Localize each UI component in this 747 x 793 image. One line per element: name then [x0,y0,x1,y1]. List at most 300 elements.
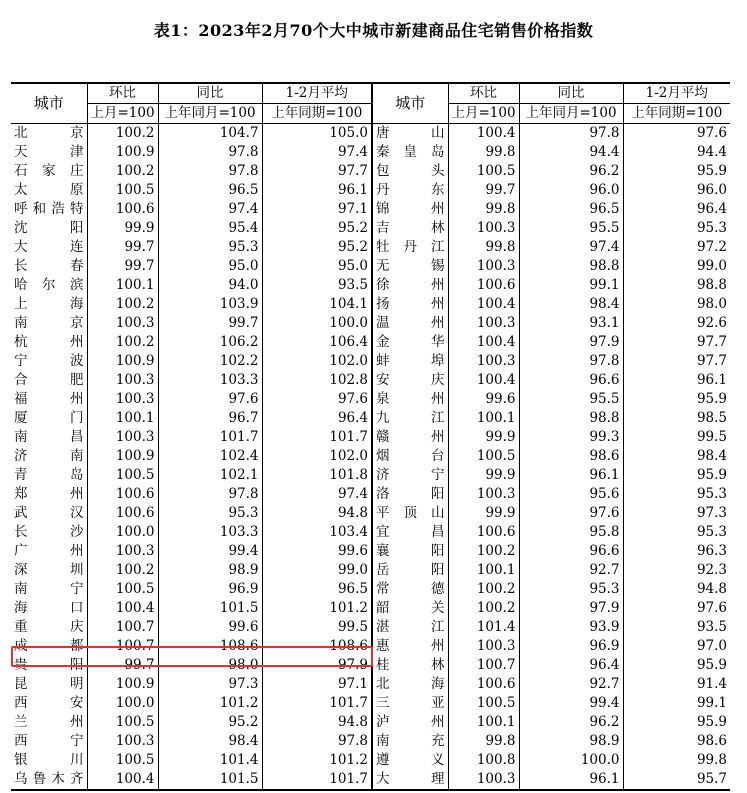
avg-base-header: 上年同期=100 [623,104,730,124]
yoy-value: 99.6 [158,618,262,637]
yoy-value: 101.4 [158,751,262,770]
city-name: 青 岛 [14,467,84,483]
avg-value: 97.0 [623,637,730,656]
avg-value: 101.7 [262,694,372,713]
yoy-value: 95.8 [519,523,623,542]
city-name: 三 亚 [372,694,448,713]
city-name: 沈 阳 [14,220,84,236]
avg-value: 94.8 [623,580,730,599]
yoy-value: 98.0 [158,656,262,675]
city-name: 大 连 [14,239,84,255]
mom-value: 99.9 [87,219,158,238]
mom-value: 100.0 [87,523,158,542]
city-name: 福 州 [14,391,84,407]
city-header: 城市 [11,83,87,124]
city-name: 济 宁 [372,466,448,485]
city-name: 昆 明 [14,676,84,692]
city-name: 安 庆 [372,371,448,390]
table-row [11,428,730,447]
mom-value: 100.9 [87,143,158,162]
mom-value: 99.9 [448,428,519,447]
yoy-value: 97.8 [158,485,262,504]
yoy-value: 95.2 [158,713,262,732]
yoy-value: 94.0 [158,276,262,295]
mom-value: 100.4 [87,770,158,790]
city-name: 南 昌 [14,429,84,445]
yoy-value: 96.9 [519,637,623,656]
yoy-value: 99.4 [519,694,623,713]
city-name: 郑 州 [14,486,84,502]
city-name: 赣 州 [372,428,448,447]
city-name: 九 江 [372,409,448,428]
yoy-value: 100.0 [519,751,623,770]
avg-base-header: 上年同期=100 [262,104,372,124]
avg-header: 1-2月平均 [262,83,372,104]
table-row [11,656,730,675]
yoy-value: 101.5 [158,599,262,618]
avg-value: 95.9 [623,390,730,409]
city-name: 烟 台 [372,447,448,466]
avg-value: 96.5 [262,580,372,599]
mom-value: 100.1 [448,561,519,580]
city-name: 泉 州 [372,390,448,409]
yoy-value: 96.6 [519,542,623,561]
mom-value: 100.6 [448,276,519,295]
city-name: 平顶山 [372,504,448,523]
table-row [11,770,730,790]
yoy-value: 108.6 [158,637,262,656]
table-row [11,751,730,770]
avg-value: 108.6 [262,637,372,656]
avg-value: 97.1 [262,200,372,219]
yoy-value: 101.2 [158,694,262,713]
table-row [11,542,730,561]
avg-value: 97.3 [623,504,730,523]
table-row [11,219,730,238]
yoy-value: 101.7 [158,428,262,447]
mom-value: 100.5 [87,751,158,770]
avg-value: 96.0 [623,181,730,200]
table-row [11,181,730,200]
avg-value: 102.0 [262,352,372,371]
table-row [11,352,730,371]
mom-value: 99.7 [87,238,158,257]
mom-value: 100.9 [87,447,158,466]
yoy-value: 95.3 [158,504,262,523]
city-name: 扬 州 [372,295,448,314]
yoy-value: 95.5 [519,390,623,409]
city-name: 合 肥 [14,372,84,388]
avg-value: 101.2 [262,599,372,618]
mom-value: 100.1 [448,409,519,428]
mom-value: 100.1 [87,276,158,295]
avg-value: 99.6 [262,542,372,561]
mom-value: 100.6 [448,675,519,694]
avg-value: 95.9 [623,162,730,181]
yoy-value: 102.4 [158,447,262,466]
yoy-value: 98.6 [519,447,623,466]
avg-value: 98.6 [623,732,730,751]
yoy-value: 103.3 [158,371,262,390]
table-row [11,200,730,219]
city-name: 无 锡 [372,257,448,276]
yoy-value: 98.9 [158,561,262,580]
yoy-value: 96.1 [519,466,623,485]
city-name: 成 都 [14,638,84,654]
city-name: 宁 波 [14,353,84,369]
yoy-value: 106.2 [158,333,262,352]
avg-value: 99.0 [262,561,372,580]
yoy-value: 95.0 [158,257,262,276]
mom-value: 100.9 [87,352,158,371]
avg-value: 103.4 [262,523,372,542]
city-name: 哈尔滨 [14,277,84,293]
avg-value: 95.9 [623,466,730,485]
yoy-value: 97.8 [519,124,623,144]
table-row [11,713,730,732]
avg-value: 100.0 [262,314,372,333]
city-name: 惠 州 [372,637,448,656]
mom-value: 100.2 [87,162,158,181]
yoy-value: 95.3 [158,238,262,257]
avg-value: 97.7 [623,352,730,371]
mom-value: 100.3 [87,390,158,409]
avg-value: 91.4 [623,675,730,694]
yoy-value: 97.8 [158,162,262,181]
yoy-value: 99.3 [519,428,623,447]
mom-value: 100.0 [87,694,158,713]
mom-value: 100.5 [87,181,158,200]
city-name: 兰 州 [14,714,84,730]
avg-value: 97.6 [262,390,372,409]
avg-value: 95.3 [623,485,730,504]
mom-value: 100.3 [87,428,158,447]
avg-value: 102.0 [262,447,372,466]
yoy-value: 97.9 [519,599,623,618]
yoy-value: 96.2 [519,713,623,732]
avg-value: 95.3 [623,523,730,542]
mom-value: 100.7 [87,618,158,637]
yoy-value: 96.5 [158,181,262,200]
city-name: 北 京 [14,125,84,141]
mom-value: 100.3 [448,770,519,790]
mom-value: 100.2 [87,333,158,352]
mom-value: 100.5 [87,713,158,732]
avg-value: 95.2 [262,238,372,257]
avg-value: 94.4 [623,143,730,162]
yoy-value: 97.9 [519,333,623,352]
avg-value: 93.5 [262,276,372,295]
mom-value: 100.3 [87,732,158,751]
mom-value: 100.4 [448,295,519,314]
city-name: 太 原 [14,182,84,198]
table-row [11,333,730,352]
mom-value: 100.3 [448,219,519,238]
table-row [11,618,730,637]
city-name: 贵 阳 [14,657,84,673]
city-name: 济 南 [14,448,84,464]
table-row [11,257,730,276]
mom-value: 100.2 [448,542,519,561]
mom-base-header: 上月=100 [87,104,158,124]
city-name: 洛 阳 [372,485,448,504]
yoy-value: 95.3 [519,580,623,599]
yoy-value: 96.7 [158,409,262,428]
mom-value: 100.3 [87,371,158,390]
yoy-value: 96.6 [519,371,623,390]
mom-value: 100.6 [448,523,519,542]
yoy-value: 99.4 [158,542,262,561]
avg-value: 98.5 [623,409,730,428]
city-name: 石家庄 [14,163,84,179]
yoy-base-header: 上年同月=100 [519,104,623,124]
yoy-value: 97.6 [158,390,262,409]
yoy-value: 92.7 [519,561,623,580]
yoy-value: 96.2 [519,162,623,181]
table-row [11,447,730,466]
table-body [11,124,730,791]
city-name: 秦皇岛 [372,143,448,162]
avg-value: 96.1 [623,371,730,390]
yoy-value: 98.8 [519,409,623,428]
yoy-value: 99.1 [519,276,623,295]
mom-value: 100.3 [448,314,519,333]
city-name: 牡丹江 [372,238,448,257]
yoy-value: 94.4 [519,143,623,162]
mom-value: 99.6 [448,390,519,409]
mom-value: 101.4 [448,618,519,637]
avg-value: 97.7 [262,162,372,181]
yoy-value: 97.4 [158,200,262,219]
mom-value: 100.3 [87,314,158,333]
table-row [11,485,730,504]
city-name: 南 充 [372,732,448,751]
yoy-value: 103.9 [158,295,262,314]
yoy-value: 95.6 [519,485,623,504]
price-index-table [11,82,730,791]
avg-value: 92.3 [623,561,730,580]
yoy-value: 98.4 [519,295,623,314]
avg-value: 99.5 [623,428,730,447]
mom-header: 环比 [87,83,158,104]
city-name: 西 宁 [14,733,84,749]
city-name: 长 沙 [14,524,84,540]
yoy-value: 93.1 [519,314,623,333]
avg-value: 98.8 [623,276,730,295]
mom-value: 100.3 [87,542,158,561]
avg-value: 99.1 [623,694,730,713]
yoy-value: 104.7 [158,124,262,144]
table-row [11,637,730,656]
mom-value: 100.1 [87,409,158,428]
mom-value: 100.4 [87,599,158,618]
avg-value: 101.2 [262,751,372,770]
avg-value: 95.0 [262,257,372,276]
city-name: 呼和浩特 [14,201,84,217]
mom-value: 100.4 [448,124,519,144]
avg-value: 97.1 [262,675,372,694]
yoy-value: 95.4 [158,219,262,238]
mom-value: 100.9 [87,675,158,694]
avg-value: 95.2 [262,219,372,238]
yoy-header: 同比 [158,83,262,104]
city-name: 银 川 [14,752,84,768]
mom-value: 100.7 [448,656,519,675]
avg-value: 98.0 [623,295,730,314]
avg-value: 94.8 [262,713,372,732]
table-row [11,732,730,751]
avg-value: 96.3 [623,542,730,561]
yoy-value: 97.3 [158,675,262,694]
city-name: 上 海 [14,296,84,312]
avg-value: 95.3 [623,219,730,238]
mom-value: 100.3 [448,485,519,504]
avg-value: 95.7 [623,770,730,790]
city-name: 唐 山 [372,124,448,144]
table-row [11,314,730,333]
avg-header: 1-2月平均 [623,83,730,104]
mom-value: 100.5 [448,694,519,713]
table-row [11,580,730,599]
table-row [11,390,730,409]
avg-value: 99.0 [623,257,730,276]
city-name: 海 口 [14,600,84,616]
page-title: 表1：2023年2月70个大中城市新建商品住宅销售价格指数 [153,21,594,40]
table-row [11,238,730,257]
avg-value: 95.9 [623,656,730,675]
mom-value: 100.5 [87,580,158,599]
avg-value: 97.9 [262,656,372,675]
city-name: 乌鲁木齐 [11,770,87,790]
yoy-value: 96.0 [519,181,623,200]
mom-value: 100.4 [448,333,519,352]
city-name: 吉 林 [372,219,448,238]
mom-value: 100.3 [448,637,519,656]
city-name: 北 海 [372,675,448,694]
yoy-value: 95.5 [519,219,623,238]
city-name: 广 州 [14,543,84,559]
yoy-base-header: 上年同月=100 [158,104,262,124]
city-name: 丹 东 [372,181,448,200]
avg-value: 97.8 [262,732,372,751]
avg-value: 92.6 [623,314,730,333]
mom-value: 99.8 [448,238,519,257]
yoy-value: 96.5 [519,200,623,219]
city-name: 金 华 [372,333,448,352]
table-row [11,561,730,580]
mom-value: 100.3 [448,352,519,371]
city-name: 韶 关 [372,599,448,618]
yoy-value: 98.8 [519,257,623,276]
table-row [11,466,730,485]
avg-value: 95.9 [623,713,730,732]
city-name: 蚌 埠 [372,352,448,371]
mom-value: 100.2 [87,295,158,314]
mom-value: 99.7 [87,656,158,675]
mom-value: 100.5 [448,162,519,181]
city-name: 湛 江 [372,618,448,637]
mom-value: 100.2 [87,124,158,144]
city-name: 大 理 [372,770,448,790]
avg-value: 99.8 [623,751,730,770]
mom-value: 100.4 [448,371,519,390]
city-name: 长 春 [14,258,84,274]
yoy-value: 101.5 [158,770,262,790]
avg-value: 97.4 [262,143,372,162]
mom-value: 100.6 [87,485,158,504]
table-row [11,124,730,144]
city-name: 锦 州 [372,200,448,219]
city-name: 宜 昌 [372,523,448,542]
mom-value: 99.7 [87,257,158,276]
avg-value: 97.6 [623,599,730,618]
city-name: 徐 州 [372,276,448,295]
yoy-value: 97.6 [519,504,623,523]
yoy-value: 103.3 [158,523,262,542]
city-name: 襄 阳 [372,542,448,561]
city-name: 包 头 [372,162,448,181]
city-name: 南 宁 [14,581,84,597]
avg-value: 97.6 [623,124,730,144]
city-name: 遵 义 [372,751,448,770]
yoy-value: 96.4 [519,656,623,675]
city-header: 城市 [372,83,448,124]
city-name: 常 德 [372,580,448,599]
yoy-value: 102.1 [158,466,262,485]
avg-value: 96.4 [262,409,372,428]
yoy-value: 96.9 [158,580,262,599]
avg-value: 96.1 [262,181,372,200]
avg-value: 97.4 [262,485,372,504]
city-name: 桂 林 [372,656,448,675]
avg-value: 97.7 [623,333,730,352]
mom-value: 100.2 [87,561,158,580]
mom-value: 99.8 [448,732,519,751]
city-name: 厦 门 [14,410,84,426]
yoy-header: 同比 [519,83,623,104]
city-name: 武 汉 [14,505,84,521]
mom-value: 100.7 [87,637,158,656]
table-row [11,599,730,618]
mom-value: 99.7 [448,181,519,200]
city-name: 南 京 [14,315,84,331]
mom-value: 100.5 [448,447,519,466]
yoy-value: 97.4 [519,238,623,257]
avg-value: 96.4 [623,200,730,219]
avg-value: 105.0 [262,124,372,144]
yoy-value: 93.9 [519,618,623,637]
city-name: 温 州 [372,314,448,333]
avg-value: 104.1 [262,295,372,314]
table-row [11,675,730,694]
city-name: 杭 州 [14,334,84,350]
table-row [11,409,730,428]
table-row [11,295,730,314]
avg-value: 106.4 [262,333,372,352]
mom-value: 99.8 [448,200,519,219]
city-name: 重 庆 [14,619,84,635]
yoy-value: 97.8 [519,352,623,371]
mom-value: 100.2 [448,599,519,618]
table-header [11,83,730,124]
avg-value: 101.7 [262,428,372,447]
avg-value: 97.2 [623,238,730,257]
yoy-value: 98.4 [158,732,262,751]
city-name: 深 圳 [14,562,84,578]
city-name: 岳 阳 [372,561,448,580]
avg-value: 101.7 [262,770,372,790]
mom-value: 100.1 [448,713,519,732]
